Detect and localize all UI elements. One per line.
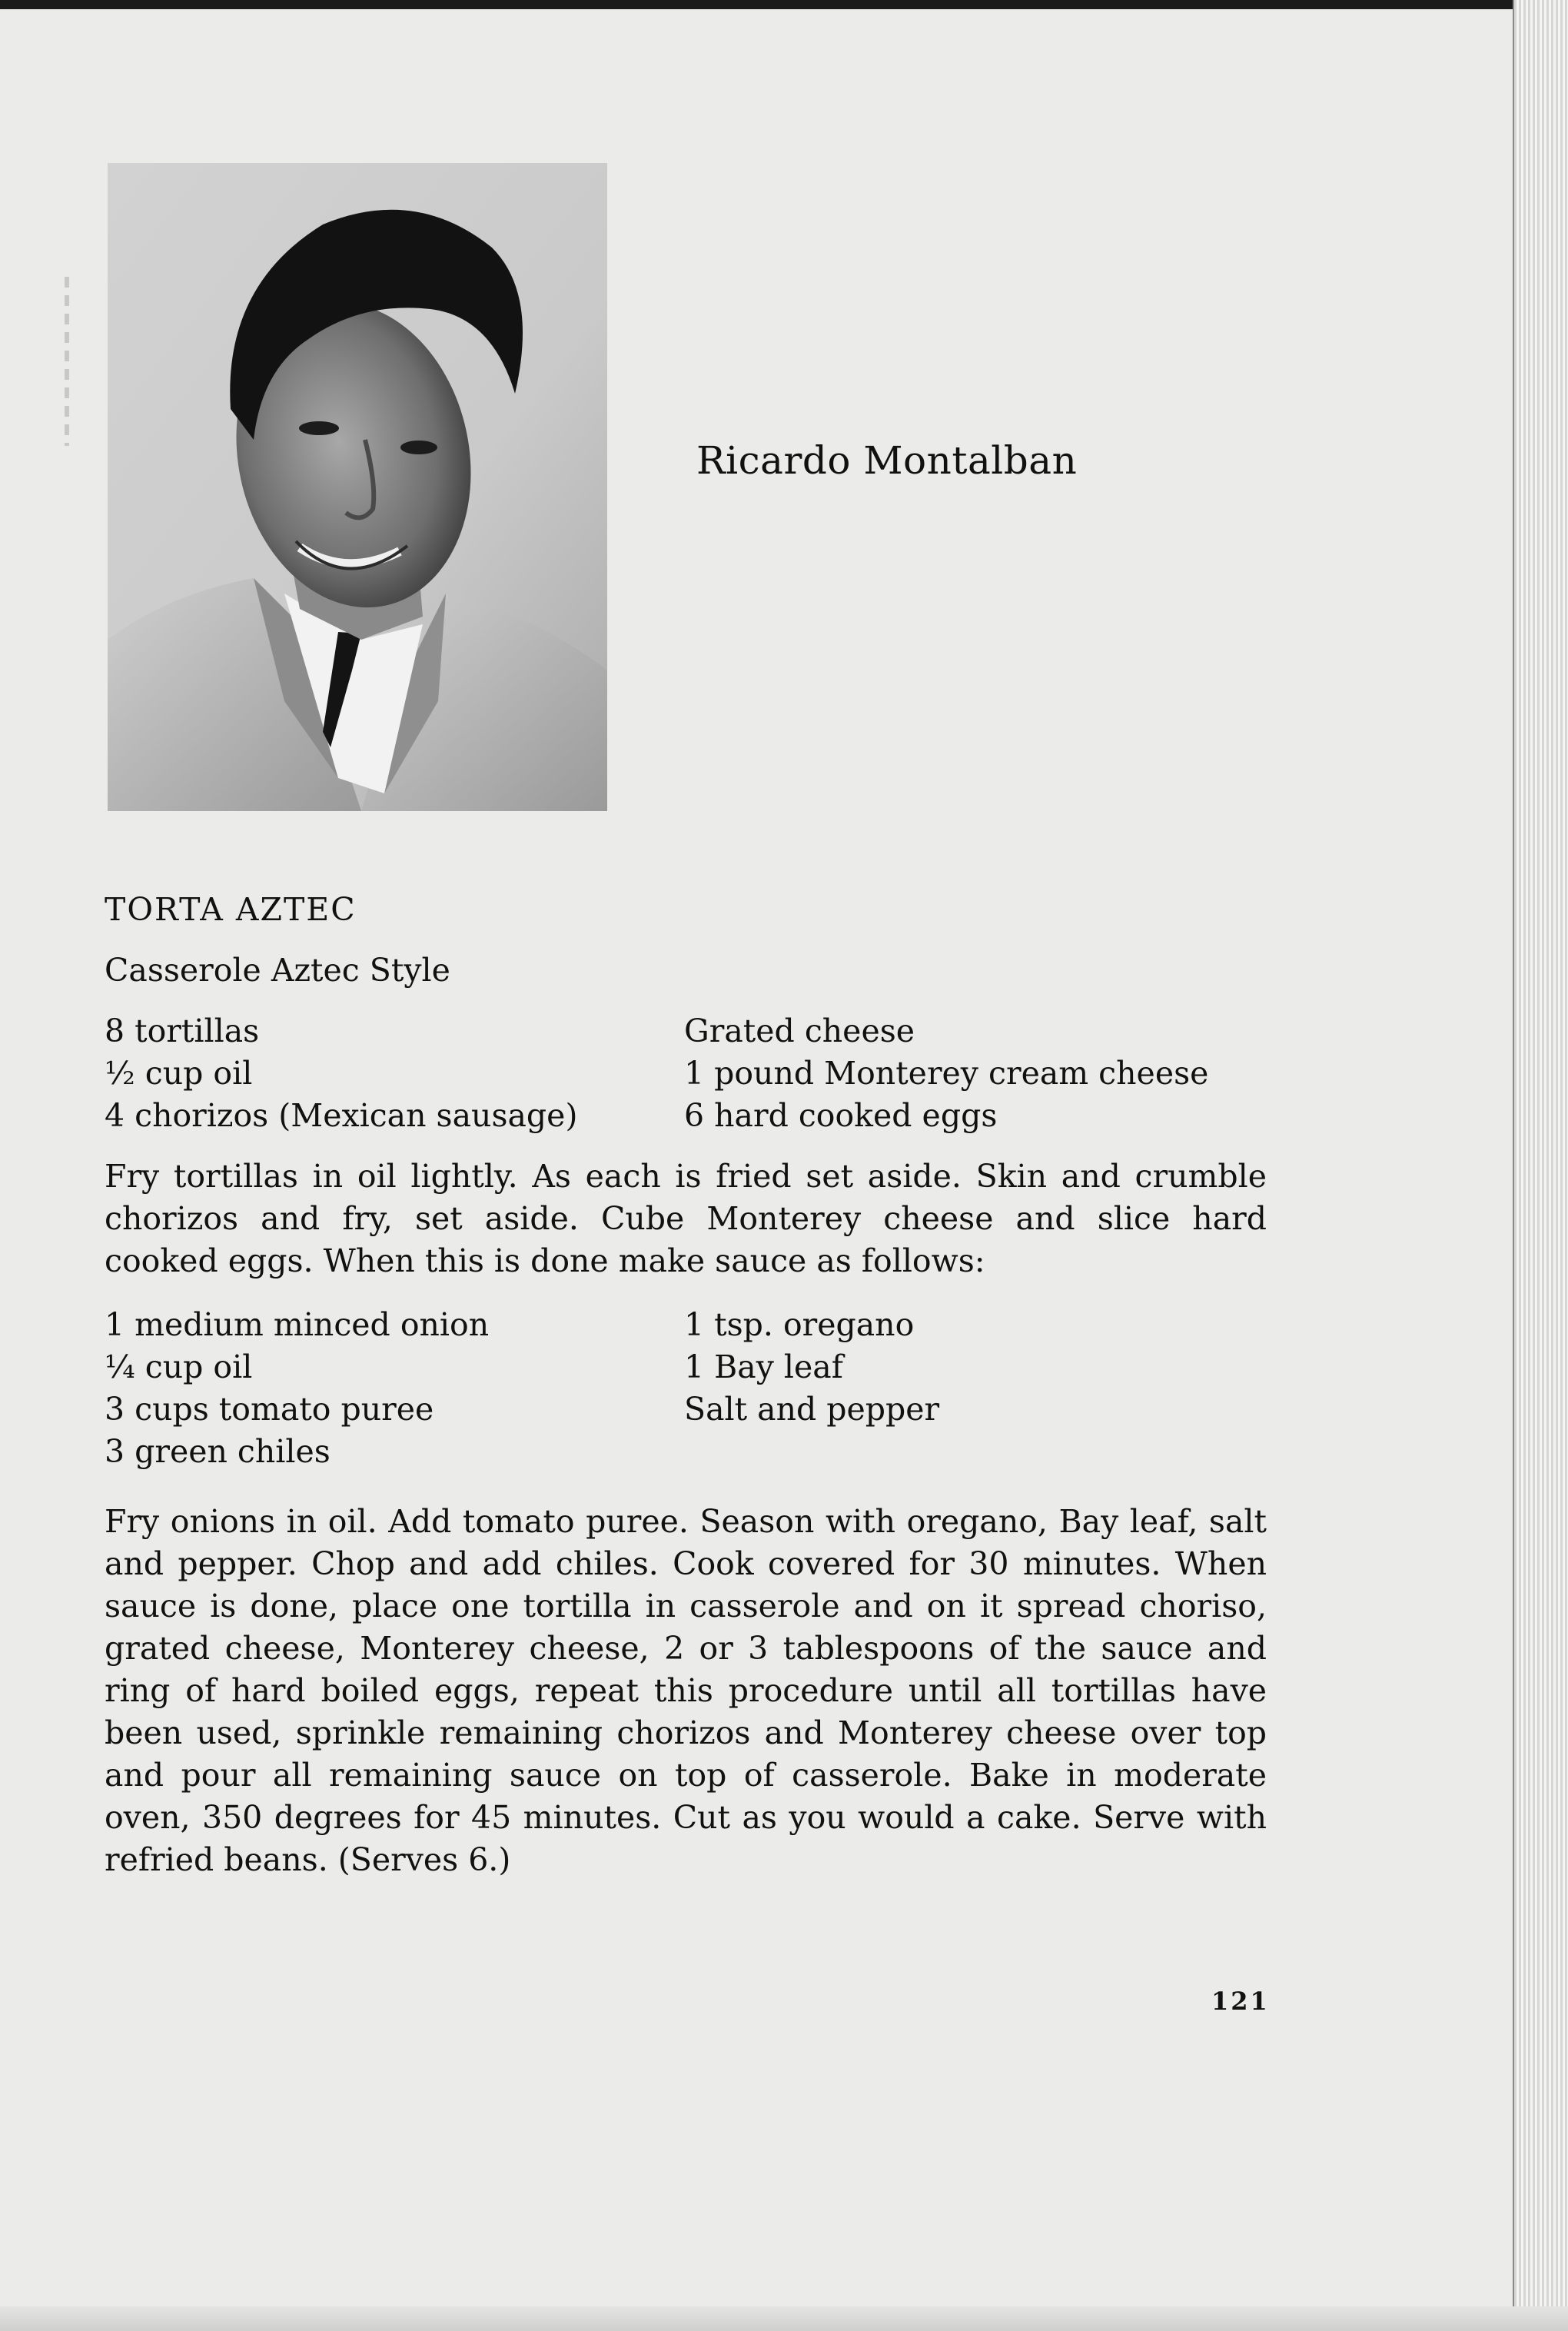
ingredient-column-left <box>105 1010 684 1137</box>
ingredient-list-2 <box>105 1304 1267 1473</box>
ingredient-item: 4 chorizos (Mexican sausage) <box>105 1097 578 1134</box>
page-edge-stack <box>1513 0 1568 2331</box>
ingredient-item: 1 pound Monterey cream cheese <box>684 1055 1209 1092</box>
ingredient-item: 6 hard cooked eggs <box>684 1097 998 1134</box>
scan-bottom-edge <box>0 2306 1568 2331</box>
ingredient-item: ¼ cup oil <box>105 1348 253 1385</box>
pencil-mark <box>65 277 69 446</box>
ingredient-list-1 <box>105 1010 1267 1137</box>
scan-top-edge <box>0 0 1568 9</box>
person-name: Ricardo Montalban <box>696 438 1078 483</box>
ingredient-item: Salt and pepper <box>684 1391 940 1428</box>
recipe-title: TORTA AZTEC <box>105 891 357 928</box>
instructions-paragraph-2: Fry onions in oil. Add tomato puree. Season with oregano, Bay leaf, salt and pepper. Chop and add chiles. Cook covered for 30 minutes. When sauce is done, place one tortilla in casserole and on it spread choriso, grated cheese, Monterey cheese, 2 or 3 tablespoons of the sauce and ring of hard boiled eggs, repeat this procedure until all tortillas have been used, sprinkle remaining chorizos and Monterey cheese over top and pour all remaining sauce on top of casserole. Bake in moderate oven, 350 degrees for 45 minutes. Cut as you would a cake. Serve with refried beans. (Serves 6.) <box>105 1503 1267 1878</box>
ingredient-column-right <box>684 1010 1267 1137</box>
portrait-photo <box>108 163 607 811</box>
ingredient-item: ½ cup oil <box>105 1055 253 1092</box>
page-number: 121 <box>1211 1987 1270 2016</box>
ingredient-item: 3 cups tomato puree <box>105 1391 434 1428</box>
recipe <box>105 889 1267 1903</box>
ingredient-item: 8 tortillas <box>105 1013 260 1049</box>
ingredient-column-left <box>105 1304 684 1473</box>
ingredient-item: 1 medium minced onion <box>105 1306 490 1343</box>
ingredient-item: 3 green chiles <box>105 1433 331 1470</box>
ingredient-column-right <box>684 1304 1267 1473</box>
recipe-subtitle: Casserole Aztec Style <box>105 952 450 989</box>
ingredient-item: Grated cheese <box>684 1013 915 1049</box>
ingredient-item: 1 Bay leaf <box>684 1348 843 1385</box>
instructions-paragraph-1: Fry tortillas in oil lightly. As each is fried set aside. Skin and crumble chorizos and fry, set aside. Cube Monterey cheese and slice hard cooked eggs. When this is done make sauce as follows: <box>105 1158 1267 1279</box>
ingredient-item: 1 tsp. oregano <box>684 1306 915 1343</box>
